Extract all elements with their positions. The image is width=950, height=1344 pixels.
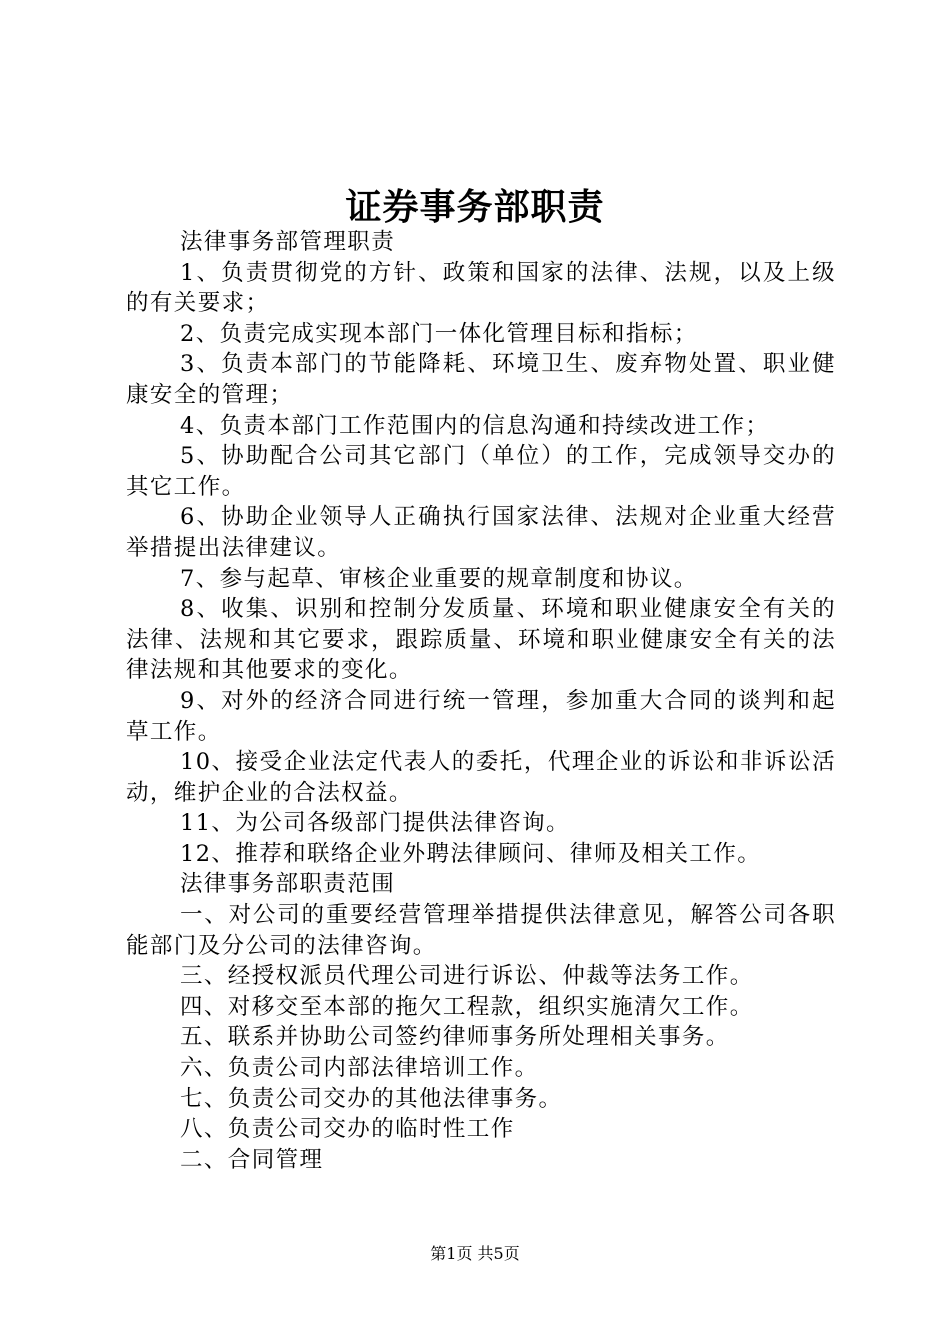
document-title: 证券事务部职责	[345, 186, 605, 228]
paragraph: 8、收集、识别和控制分发质量、环境和职业健康安全有关的法律、法规和其它要求，跟踪质量、环境和职业健康安全有关的法律法规和其他要求的变化。	[126, 596, 836, 684]
paragraph: 六、负责公司内部法律培训工作。	[180, 1055, 539, 1082]
paragraph: 10、接受企业法定代表人的委托，代理企业的诉讼和非诉讼活动，维护企业的合法权益。	[126, 749, 836, 806]
paragraph: 一、对公司的重要经营管理举措提供法律意见，解答公司各职能部门及分公司的法律咨询。	[126, 902, 836, 959]
paragraph: 七、负责公司交办的其他法律事务。	[180, 1085, 563, 1112]
paragraph: 法律事务部职责范围	[180, 871, 396, 898]
paragraph: 4、负责本部门工作范围内的信息沟通和持续改进工作；	[180, 412, 770, 439]
paragraph: 3、负责本部门的节能降耗、环境卫生、废弃物处置、职业健康安全的管理；	[126, 351, 836, 408]
document-body	[126, 227, 836, 1175]
paragraph: 1、负责贯彻党的方针、政策和国家的法律、法规，以及上级的有关要求；	[126, 259, 836, 317]
paragraph: 四、对移交至本部的拖欠工程款，组织实施清欠工作。	[180, 993, 754, 1020]
paragraph: 9、对外的经济合同进行统一管理，参加重大合同的谈判和起草工作。	[126, 687, 836, 745]
paragraph: 5、协助配合公司其它部门（单位）的工作，完成领导交办的其它工作。	[126, 443, 836, 500]
paragraph: 二、合同管理	[180, 1146, 324, 1173]
paragraph: 7、参与起草、审核企业重要的规章制度和协议。	[180, 565, 698, 592]
paragraph: 三、经授权派员代理公司进行诉讼、仲裁等法务工作。	[180, 963, 754, 990]
page-footer: 第1页 共5页	[430, 1244, 520, 1263]
paragraph: 2、负责完成实现本部门一体化管理目标和指标；	[180, 320, 698, 347]
paragraph: 八、负责公司交办的临时性工作	[180, 1116, 515, 1143]
paragraph: 11、为公司各级部门提供法律咨询。	[180, 810, 570, 837]
paragraph: 五、联系并协助公司签约律师事务所处理相关事务。	[180, 1024, 730, 1051]
paragraph: 法律事务部管理职责	[180, 229, 396, 255]
paragraph: 6、协助企业领导人正确执行国家法律、法规对企业重大经营举措提出法律建议。	[126, 504, 836, 561]
paragraph: 12、推荐和联络企业外聘法律顾问、律师及相关工作。	[180, 840, 762, 867]
